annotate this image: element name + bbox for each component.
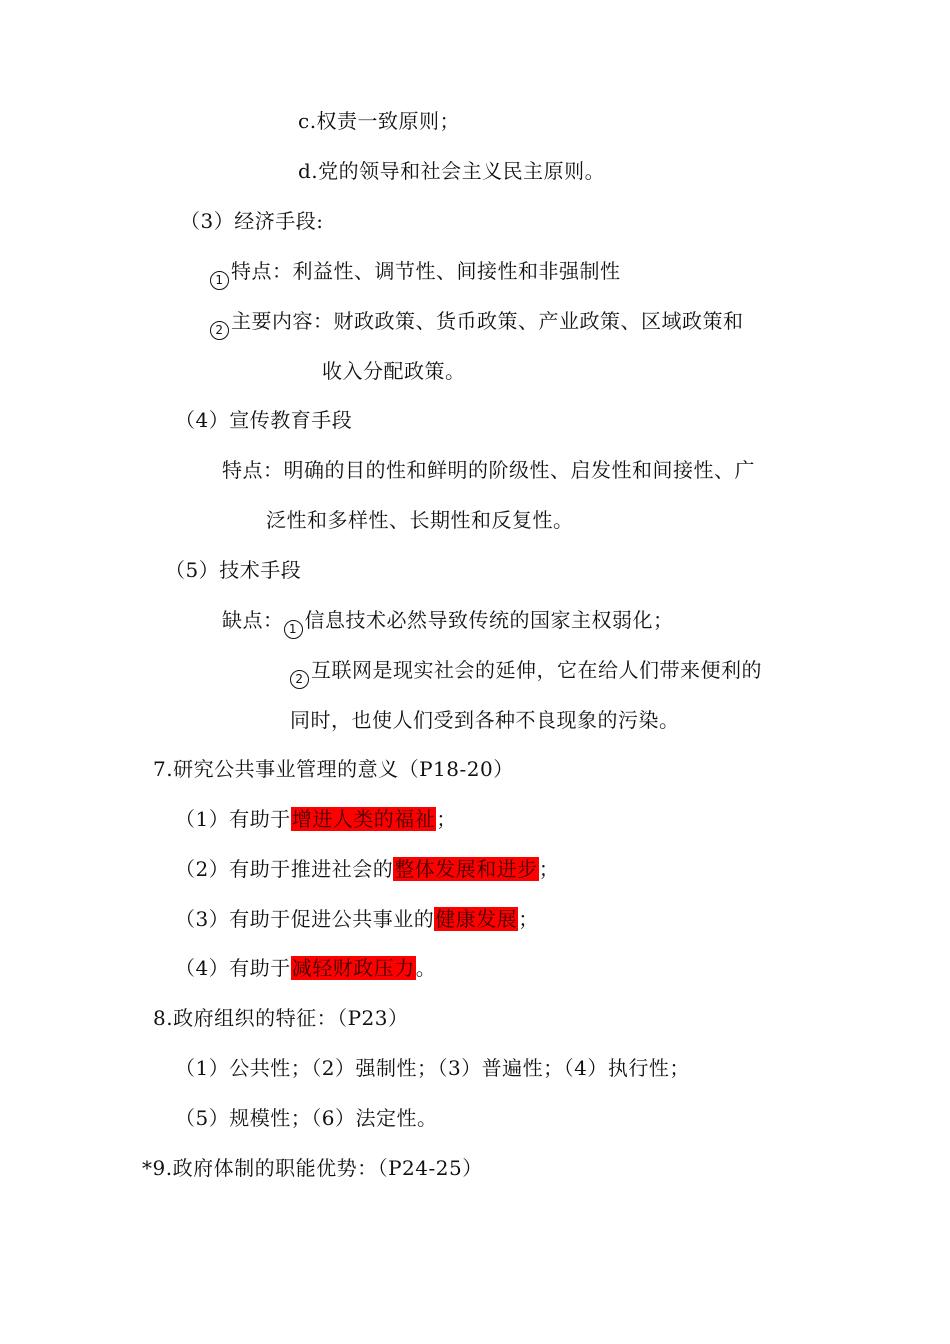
economic-content — [210, 306, 744, 340]
principle-c: c.权责一致原则； — [298, 109, 461, 133]
principle-d: d.党的领导和社会主义民主原则。 — [298, 159, 606, 183]
economic-features — [210, 256, 621, 290]
technical-drawback-2 — [290, 655, 762, 689]
significance-2 — [175, 854, 559, 884]
highlight: 增进人类的福祉 — [291, 807, 436, 831]
highlight: 减轻财政压力 — [291, 956, 415, 980]
heading-item-9: *9.政府体制的职能优势：（P24-25） — [142, 1156, 483, 1180]
significance-4-pre: （4）有助于 — [175, 956, 291, 980]
heading-technical-means: （5）技术手段 — [165, 558, 302, 582]
significance-2-pre: （2）有助于推进社会的 — [175, 857, 394, 881]
drawback-1-text: 信息技术必然导致传统的国家主权弱化； — [304, 608, 674, 632]
significance-1-post: ； — [436, 807, 457, 831]
significance-4-post: 。 — [415, 956, 437, 980]
circled-number: 2 — [210, 321, 229, 340]
heading-propaganda-means: （4）宣传教育手段 — [175, 408, 353, 432]
heading-item-7: 7.研究公共事业管理的意义（P18-20） — [153, 757, 514, 781]
significance-3 — [175, 904, 539, 934]
economic-features-text: 特点：利益性、调节性、间接性和非强制性 — [231, 259, 621, 283]
heading-economic-means: （3）经济手段: — [180, 209, 324, 233]
technical-drawback-2-cont: 同时，也使人们受到各种不良现象的污染。 — [290, 708, 680, 732]
propaganda-features: 特点：明确的目的性和鲜明的阶级性、启发性和间接性、广 — [222, 458, 755, 482]
significance-3-pre: （3）有助于促进公共事业的 — [175, 907, 435, 931]
drawback-2-text: 互联网是现实社会的延伸，它在给人们带来便利的 — [311, 658, 762, 682]
significance-3-post: ； — [518, 907, 539, 931]
propaganda-features-cont: 泛性和多样性、长期性和反复性。 — [266, 508, 574, 532]
significance-1-pre: （1）有助于 — [175, 807, 291, 831]
highlight: 整体发展和进步 — [394, 857, 538, 881]
technical-drawback-1 — [222, 605, 674, 639]
drawback-label: 缺点： — [222, 608, 284, 632]
circled-number: 2 — [290, 670, 309, 689]
gov-features-1: （1）公共性；（2）强制性；（3）普遍性；（4）执行性； — [175, 1056, 690, 1080]
significance-2-post: ； — [538, 857, 560, 881]
heading-item-8: 8.政府组织的特征：（P23） — [153, 1006, 409, 1030]
economic-content-cont: 收入分配政策。 — [322, 359, 466, 383]
gov-features-2: （5）规模性；（6）法定性。 — [175, 1106, 438, 1130]
circled-number: 1 — [210, 271, 229, 290]
significance-4 — [175, 953, 436, 983]
significance-1 — [175, 804, 457, 834]
circled-number: 1 — [284, 620, 303, 639]
highlight: 健康发展 — [435, 907, 518, 931]
economic-content-text: 主要内容：财政政策、货币政策、产业政策、区域政策和 — [231, 309, 744, 333]
